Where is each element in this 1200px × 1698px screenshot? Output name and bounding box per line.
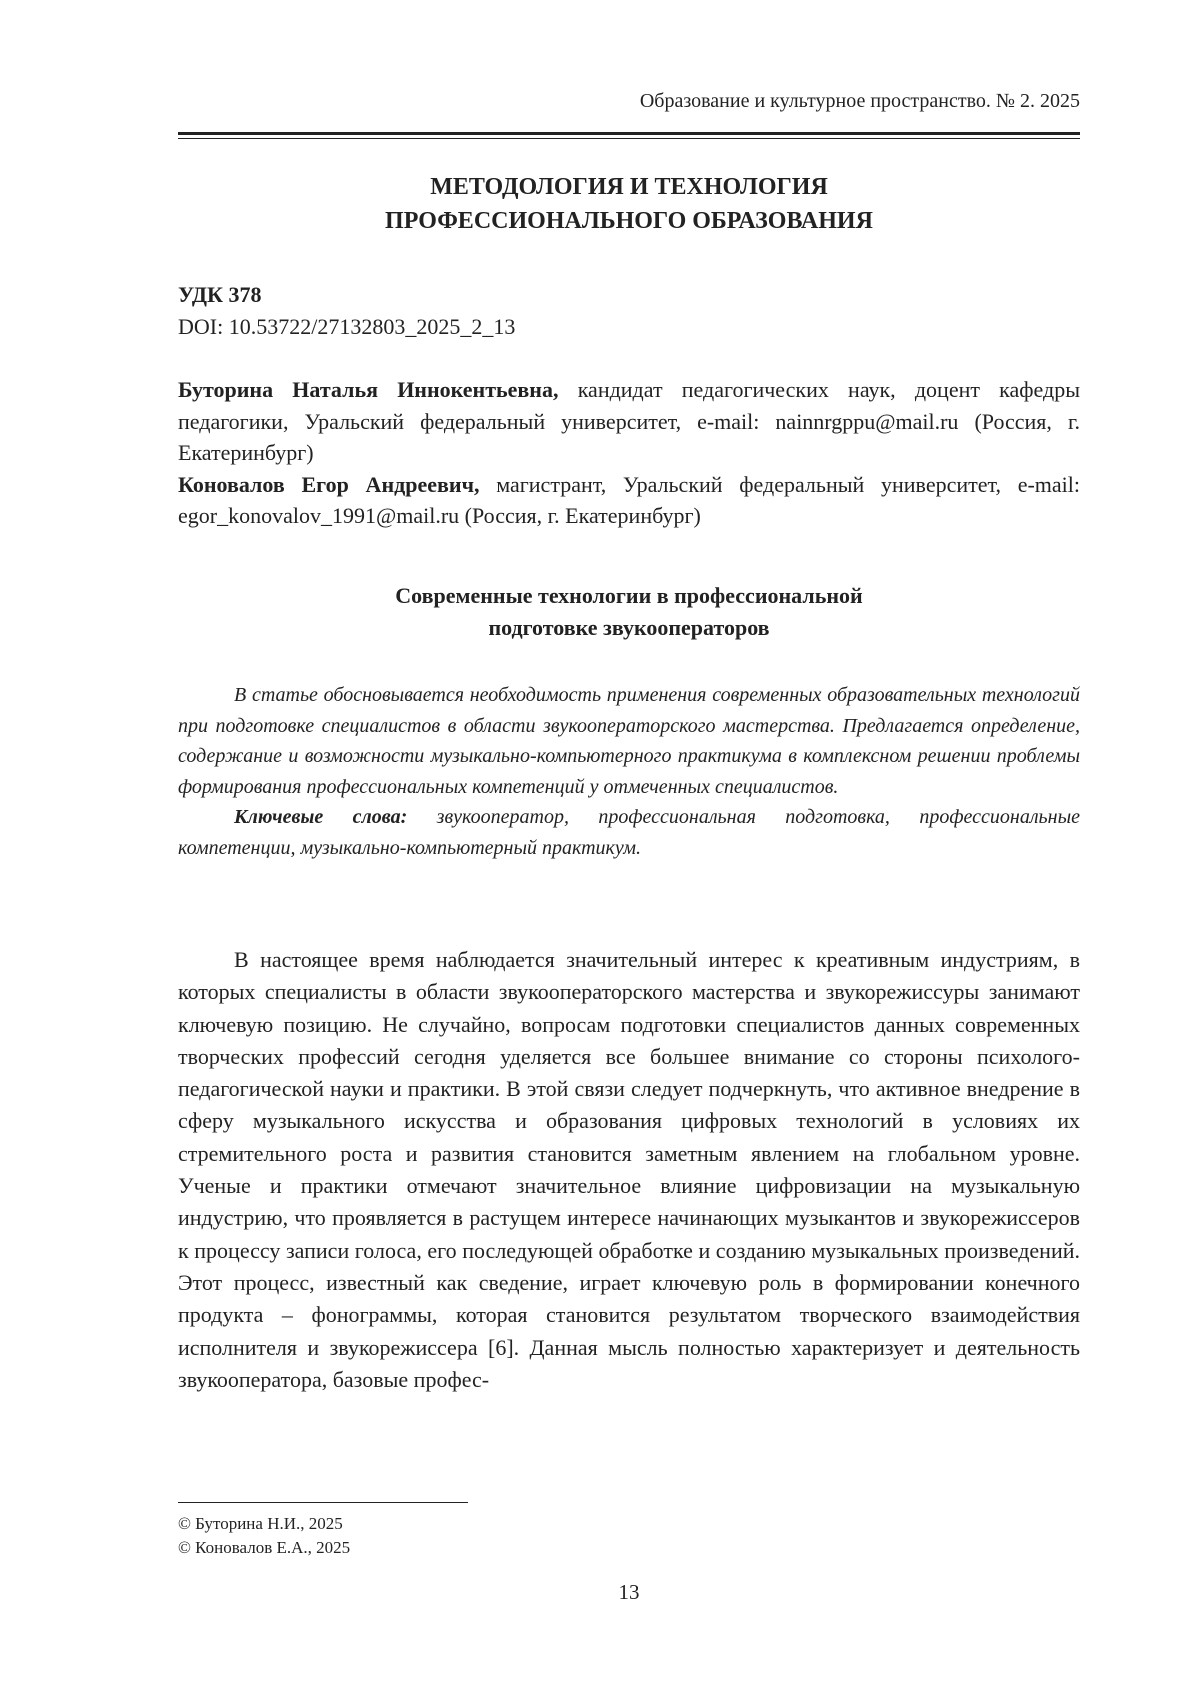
author-2-name: Коновалов Егор Андреевич, [178,471,480,497]
author-2 [178,469,1080,532]
header-rule-thin [178,138,1080,139]
author-1-info: кандидат педагогических наук, доцент кафедры педагогики, Уральский федеральный университет, e-mail: nainnrgppu@mail.ru (Россия, г. Екатеринбург) [178,377,1081,465]
article-title-line-2: подготовке звукооператоров [488,615,770,640]
running-header: Образование и культурное пространство. № 2. 2025 [639,90,1080,112]
abstract [178,680,1080,863]
section-title-line-1: МЕТОДОЛОГИЯ И ТЕХНОЛОГИЯ [430,174,828,200]
article-title-line-1: Современные технологии в профессиональной [395,583,863,608]
doi: DOI: 10.53722/27132803_2025_2_13 [178,314,516,339]
section-title [178,170,1080,238]
author-2-info: магистрант, Уральский федеральный университет, e-mail: egor_konovalov_1991@mail.ru (Россия, г. Екатеринбург) [178,471,1080,528]
keywords-list: звукооператор, профессиональная подготовка, профессиональные компетенции, музыкально-компьютерный практикум. [178,806,1080,859]
body-paragraph: В настоящее время наблюдается значительный интерес к креативным индустриям, в которых специалисты в области звукооператорского мастерства и звукорежиссуры занимают ключевую позицию. Не случайно, вопросам подготовки специалистов данных современных творческих профессий сегодня уделяется все большее внимание со стороны психолого-педагогической науки и практики. В этой связи следует подчеркнуть, что активное внедрение в сферу музыкального искусства и образования цифровых технологий в условиях их стремительного роста и развития становится заметным явлением на глобальном уровне. Ученые и практики отмечают значительное влияние цифровизации на музыкальную индустрию, что проявляется в растущем интересе начинающих музыкантов и звукорежиссеров к процессу записи голоса, его последующей обработке и созданию музыкальных произведений. Этот процесс, известный как сведение, играет ключевую роль в формировании конечного продукта – фонограммы, которая становится результатом творческого взаимодействия исполнителя и звукорежиссера [6]. Данная мысль полностью характеризует и деятельность звукооператора, базовые профес- [178,947,1080,1392]
footnote-copyright-1: © Буторина Н.И., 2025 [178,1514,343,1533]
author-1-name: Буторина Наталья Иннокентьевна, [178,377,559,402]
footnotes [178,1512,350,1560]
header-rule-thick [178,132,1080,135]
abstract-text: В статье обосновывается необходимость применения современных образовательных технологий при подготовке специалистов в области звукооператорского мастерства. Предлагается определение, содержание и возможности музыкально-компьютерного практикума в комплексном решении проблемы формирования профессиональных компетенций у отмеченных специалистов. [178,684,1080,798]
page-number: 13 [618,1580,640,1604]
keywords [178,802,1080,863]
footnote-rule [178,1502,468,1503]
udk-code: УДК 378 [178,282,262,307]
section-title-line-2: ПРОФЕССИОНАЛЬНОГО ОБРАЗОВАНИЯ [385,208,873,234]
footnote-copyright-2: © Коновалов Е.А., 2025 [178,1538,351,1557]
body-text [178,944,1080,1396]
author-1 [178,374,1080,469]
article-title [178,580,1080,644]
keywords-label: Ключевые слова: [234,806,408,828]
author-block [178,374,1080,532]
